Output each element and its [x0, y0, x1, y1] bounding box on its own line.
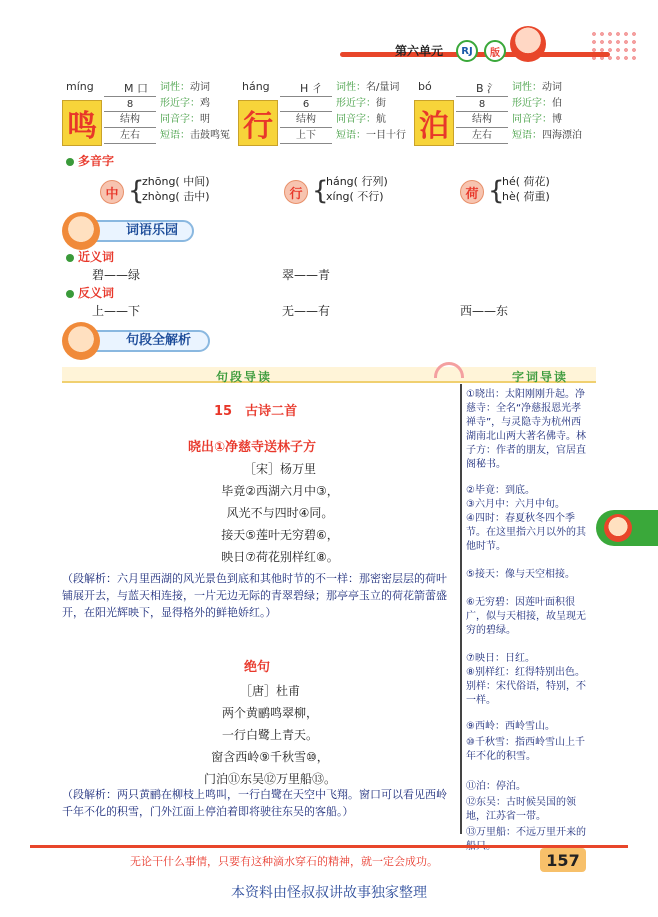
poem2-author: ［唐］杜甫 [239, 684, 300, 698]
poem1-line: 接天⑤莲叶无穷碧⑥， [221, 528, 339, 542]
card-initial-radical: M 口 [124, 82, 148, 95]
polyphone-char: 荷 [460, 180, 484, 204]
note-item: ④四时：春夏秋冬四个季节。在这里指六月以外的其他时节。 [466, 513, 586, 552]
bullet-icon [66, 254, 74, 262]
cartoon-icon [62, 212, 100, 250]
credit-line: 本资料由怪叔叔讲故事独家整理 [231, 885, 427, 901]
card-char: 泊 [414, 100, 454, 146]
poem1-title: 晓出①净慈寺送林子方 [188, 440, 317, 455]
note-item: ①晓出：太阳刚刚升起。净慈寺：全名“净慈报恩光孝禅寺”，与灵隐寺为杭州西湖南北山两大著名佛寺。林子方：作者的朋友，官居直阁秘书。 [466, 389, 586, 470]
card-grid [456, 96, 508, 144]
card-structure-label: 结构 [456, 112, 508, 128]
poem1-analysis: （段解析：六月里西湖的风光景色到底和其他时节的不一样：那密密层层的荷叶铺展开去，与蓝天相连接，一片无边无际的青翠碧绿；那亭亭玉立的荷花箭蕾盛开，在阳光辉映下，显得格外的鲜艳娇红。） [62, 572, 447, 619]
word-park-banner: 词语乐园 [84, 220, 194, 242]
char-card-ming [62, 80, 230, 148]
note-item: ⑩千秋雪：指西岭雪山上千年不化的积雪。 [466, 737, 585, 762]
polyphone-char: 中 [100, 180, 124, 204]
card-char: 鸣 [62, 100, 102, 146]
brace-icon: { [312, 176, 329, 206]
card-pinyin: bó [418, 80, 432, 93]
note-item: ⑧别样红：红得特别出色。别样：宋代俗语，特别，不一样。 [466, 667, 586, 706]
mascot-icon [510, 26, 546, 62]
poem1-line: 毕竟②西湖六月中③， [221, 484, 339, 498]
lesson-title: 15 古诗二首 [214, 404, 298, 419]
footer-motto: 无论干什么事情，只要有这种滴水穿石的精神，就一定会成功。 [130, 855, 438, 868]
card-structure-label: 结构 [280, 112, 332, 128]
card-pinyin: háng [242, 80, 270, 93]
card-info: 词性：动词 形近字：伯 同音字：博 短语：四海漂泊 [512, 82, 582, 141]
page-number: 157 [540, 848, 586, 872]
brace-icon: { [128, 176, 145, 206]
antonym-pair: 西——东 [460, 304, 509, 318]
note-item: ⑬万里船：不远万里开来的 [466, 827, 586, 838]
bullet-icon [66, 158, 74, 166]
footer-rule [30, 845, 628, 848]
word-guide-title: 字词导读 [512, 370, 569, 384]
card-initial-radical: B 氵 [476, 82, 499, 95]
note-item: ⑥无穷碧：因莲叶面积很广，似与天相接，故呈现无穷的碧绿。 [466, 597, 586, 636]
note-item: ⑤接天：像与天空相接。 [466, 569, 575, 580]
card-grid [280, 96, 332, 144]
polyphone-heading: 多音字 [66, 152, 114, 169]
char-card-bo [414, 80, 582, 148]
note-item: ⑨西岭：西岭雪山。 [466, 721, 555, 732]
card-pinyin: míng [66, 80, 94, 93]
synonym-heading: 近义词 [66, 248, 114, 265]
poem1-line: 映日⑦荷花别样红⑧。 [221, 550, 339, 564]
analysis-banner: 句段全解析 [84, 330, 210, 352]
card-info: 词性：名/量词 形近字：街 同音字：航 短语：一目十行 [336, 82, 406, 141]
antonym-pair: 无——有 [282, 304, 331, 318]
antonym-heading: 反义词 [66, 284, 114, 301]
card-strokes: 8 [104, 96, 156, 112]
unit-label: 第六单元 [395, 44, 444, 58]
card-strokes: 6 [280, 96, 332, 112]
note-item: ②毕竟：到底。 [466, 485, 535, 496]
cartoon-icon [62, 322, 100, 360]
note-item: ⑫东吴：古时候吴国的领地，江苏省一带。 [466, 797, 576, 822]
poem2-title: 绝句 [244, 660, 271, 675]
card-structure-label: 结构 [104, 112, 156, 128]
mascot-face-icon [604, 514, 632, 542]
synonym-pair: 翠——青 [282, 268, 331, 282]
version-badge: 版 [484, 40, 506, 62]
poem2-line: 门泊⑪东吴⑫万里船⑬。 [203, 772, 336, 786]
card-structure: 左右 [456, 128, 508, 144]
poem1-line: 风光不与四时④同。 [226, 506, 334, 520]
card-grid [104, 96, 156, 144]
column-divider [460, 384, 462, 834]
card-initial-radical: H 彳 [300, 82, 323, 95]
note-item: ⑦映日：日红。 [466, 653, 535, 664]
segment-guide-title: 句段导读 [216, 370, 273, 384]
poem2-analysis: （段解析：两只黄鹂在柳枝上鸣叫，一行白鹭在天空中飞翔。窗口可以看见西岭千年不化的积雪，门外江面上停泊着即将驶往东吴的客船。） [62, 788, 447, 818]
note-item: ⑪泊：停泊。 [466, 781, 526, 792]
poem2-line: 一行白鹭上青天。 [221, 728, 318, 742]
polyphone-char: 行 [284, 180, 308, 204]
antonym-pair: 上——下 [92, 304, 141, 318]
card-structure: 上下 [280, 128, 332, 144]
bullet-icon [66, 290, 74, 298]
char-card-hang [238, 80, 406, 148]
card-structure: 左右 [104, 128, 156, 144]
rainbow-icon [434, 362, 464, 378]
brace-icon: { [488, 176, 505, 206]
card-strokes: 8 [456, 96, 508, 112]
card-info: 词性：动词 形近字：鸡 同音字：明 短语：击鼓鸣冤 [160, 82, 230, 141]
note-item: ③六月中：六月中旬。 [466, 499, 565, 510]
card-char: 行 [238, 100, 278, 146]
poem2-line: 两个黄鹂鸣翠柳， [221, 706, 318, 720]
poem1-author: ［宋］杨万里 [243, 462, 316, 476]
synonym-pair: 碧——绿 [92, 268, 141, 282]
edition-badge: RJ [456, 40, 478, 62]
poem2-line: 窗含西岭⑨千秋雪⑩， [211, 750, 329, 764]
